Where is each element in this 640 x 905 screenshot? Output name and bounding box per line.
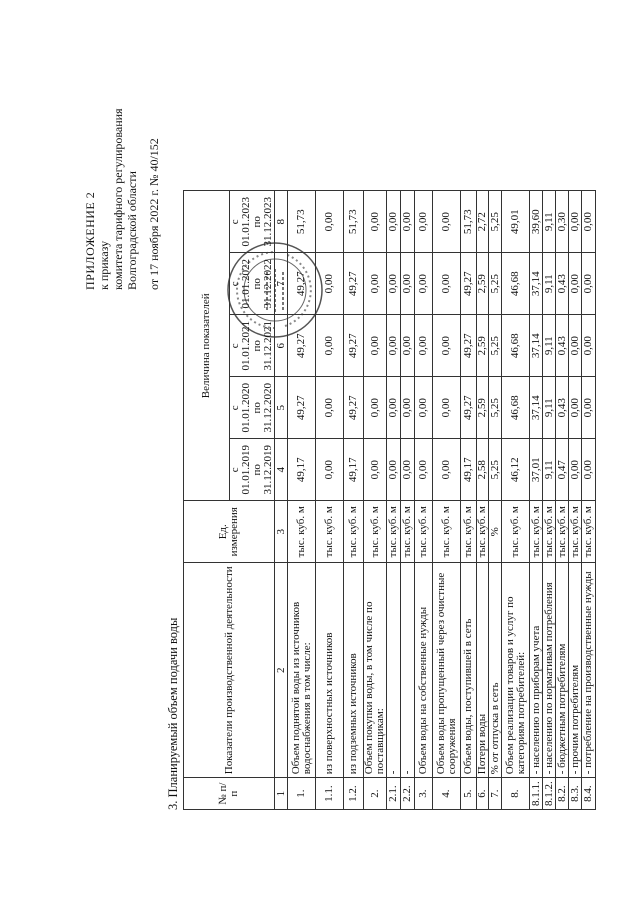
- row-value: 49,27: [344, 253, 364, 315]
- row-value: 0,00: [415, 439, 433, 501]
- row-value: 51,73: [344, 191, 364, 253]
- row-unit: тыс. куб. м: [316, 501, 344, 563]
- row-unit: тыс. куб. м: [569, 501, 582, 563]
- order-ref-line: к приказу: [97, 240, 111, 290]
- row-value: 0,00: [364, 377, 387, 439]
- table-row: [401, 191, 415, 810]
- column-index: 5: [275, 377, 288, 439]
- row-value: 39,60: [530, 191, 543, 253]
- row-number: 1.: [288, 778, 316, 810]
- column-index: 8: [275, 191, 288, 253]
- row-indicator-name: Объем воды, поступившей в сеть: [461, 563, 477, 778]
- row-value: 0,00: [415, 191, 433, 253]
- row-value: 0,00: [364, 253, 387, 315]
- row-value: 0,00: [582, 191, 596, 253]
- row-value: 0,00: [569, 315, 582, 377]
- row-indicator-name: - населению по нормативам потребления: [543, 563, 556, 778]
- row-value: 49,27: [288, 253, 316, 315]
- row-indicator-name: из подземных источников: [344, 563, 364, 778]
- row-value: 0,43: [556, 377, 569, 439]
- row-value: 37,14: [530, 377, 543, 439]
- row-number: 8.3.: [569, 778, 582, 810]
- row-value: 0,00: [401, 253, 415, 315]
- row-value: 0,00: [582, 439, 596, 501]
- row-number: 2.2.: [401, 778, 415, 810]
- row-value: 5,25: [489, 439, 502, 501]
- row-unit: %: [489, 501, 502, 563]
- row-number: 1.1.: [316, 778, 344, 810]
- row-value: 0,00: [316, 253, 344, 315]
- row-value: 0,00: [569, 377, 582, 439]
- column-index: 7: [275, 253, 288, 315]
- row-value: 9,11: [543, 191, 556, 253]
- row-value: 51,73: [461, 191, 477, 253]
- water-supply-table: [183, 190, 596, 810]
- row-number: 4.: [433, 778, 461, 810]
- row-value: 2,59: [477, 377, 489, 439]
- row-value: 0,00: [387, 191, 401, 253]
- row-unit: тыс. куб. м: [433, 501, 461, 563]
- row-value: 0,00: [387, 439, 401, 501]
- table-row: [502, 191, 530, 810]
- row-value: 0,00: [364, 191, 387, 253]
- column-index-row: [275, 191, 288, 810]
- row-value: 0,00: [433, 253, 461, 315]
- row-unit: тыс. куб. м: [401, 501, 415, 563]
- row-value: 0,00: [415, 253, 433, 315]
- row-number: 2.: [364, 778, 387, 810]
- row-number: 1.2.: [344, 778, 364, 810]
- row-value: 49,27: [461, 377, 477, 439]
- row-unit: тыс. куб. м: [502, 501, 530, 563]
- row-value: 0,00: [401, 191, 415, 253]
- row-value: 0,00: [387, 315, 401, 377]
- row-indicator-name: Объем воды пропущенный через очистные сооружения: [433, 563, 461, 778]
- row-unit: тыс. куб. м: [477, 501, 489, 563]
- row-indicator-name: - потребление на производственные нужды: [582, 563, 596, 778]
- row-value: 2,59: [477, 315, 489, 377]
- row-value: 0,00: [433, 377, 461, 439]
- table-row: [433, 191, 461, 810]
- row-value: 0,00: [415, 315, 433, 377]
- row-indicator-name: - бюджетным потребителям: [556, 563, 569, 778]
- table-row: [477, 191, 489, 810]
- column-index: 4: [275, 439, 288, 501]
- row-value: 49,27: [461, 253, 477, 315]
- row-indicator-name: Объем воды на собственные нужды: [415, 563, 433, 778]
- row-indicator-name: Объем поднятой воды из источников водоснабжения в том числе:: [288, 563, 316, 778]
- committee-line: комитета тарифного регулирования: [111, 108, 125, 290]
- row-unit: тыс. куб. м: [344, 501, 364, 563]
- row-indicator-name: Потери воды: [477, 563, 489, 778]
- row-value: 9,11: [543, 439, 556, 501]
- row-value: 5,25: [489, 315, 502, 377]
- col-header-number: № п/п: [184, 778, 275, 810]
- row-value: 49,27: [288, 315, 316, 377]
- row-value: 49,27: [461, 315, 477, 377]
- row-value: 5,25: [489, 253, 502, 315]
- row-indicator-name: -: [387, 563, 401, 778]
- row-value: 49,17: [461, 439, 477, 501]
- column-index: 6: [275, 315, 288, 377]
- row-value: 46,68: [502, 253, 530, 315]
- row-number: 2.1.: [387, 778, 401, 810]
- row-value: 0,00: [364, 315, 387, 377]
- table-row: [461, 191, 477, 810]
- period-header: с 01.01.2019 по 31.12.2019: [230, 439, 275, 501]
- row-value: 49,27: [344, 377, 364, 439]
- row-number: 8.: [502, 778, 530, 810]
- table-row: [582, 191, 596, 810]
- row-value: 0,30: [556, 191, 569, 253]
- row-value: 37,14: [530, 315, 543, 377]
- table-row: [569, 191, 582, 810]
- row-value: 0,00: [433, 191, 461, 253]
- row-number: 3.: [415, 778, 433, 810]
- period-header: с 01.01.2020 по 31.12.2020: [230, 377, 275, 439]
- row-indicator-name: -: [401, 563, 415, 778]
- row-value: 0,00: [316, 191, 344, 253]
- row-indicator-name: - прочим потребителям: [569, 563, 582, 778]
- period-header: с 01.01.2021 по 31.12.2021: [230, 315, 275, 377]
- table-row: [364, 191, 387, 810]
- row-value: 0,00: [569, 439, 582, 501]
- row-value: 0,00: [387, 377, 401, 439]
- row-unit: тыс. куб. м: [543, 501, 556, 563]
- row-value: 2,59: [477, 253, 489, 315]
- region-line: Волгоградской области: [125, 171, 139, 290]
- row-unit: тыс. куб. м: [364, 501, 387, 563]
- row-value: 49,01: [502, 191, 530, 253]
- row-indicator-name: - населению по приборам учета: [530, 563, 543, 778]
- row-unit: тыс. куб. м: [530, 501, 543, 563]
- row-indicator-name: % от отпуска в сеть: [489, 563, 502, 778]
- row-value: 9,11: [543, 315, 556, 377]
- row-value: 9,11: [543, 253, 556, 315]
- row-value: 37,14: [530, 253, 543, 315]
- column-index: 3: [275, 501, 288, 563]
- col-header-values-group: Величина показателей: [184, 191, 230, 501]
- row-value: 0,00: [401, 315, 415, 377]
- row-value: 0,43: [556, 315, 569, 377]
- row-value: 37,01: [530, 439, 543, 501]
- row-value: 0,00: [401, 377, 415, 439]
- row-unit: тыс. куб. м: [461, 501, 477, 563]
- row-value: 49,17: [344, 439, 364, 501]
- period-header: с 01.01.2022 по 31.12.2022: [230, 253, 275, 315]
- row-value: 9,11: [543, 377, 556, 439]
- row-value: 46,68: [502, 315, 530, 377]
- row-value: 0,00: [415, 377, 433, 439]
- table-row: [489, 191, 502, 810]
- row-number: 8.4.: [582, 778, 596, 810]
- row-number: 6.: [477, 778, 489, 810]
- table-row: [415, 191, 433, 810]
- row-value: 0,00: [569, 253, 582, 315]
- row-number: 8.1.1.: [530, 778, 543, 810]
- row-indicator-name: Объем реализации товаров и услуг по категориям потребителей:: [502, 563, 530, 778]
- row-unit: тыс. куб. м: [387, 501, 401, 563]
- row-value: 2,72: [477, 191, 489, 253]
- row-number: 5.: [461, 778, 477, 810]
- row-value: 0,00: [316, 377, 344, 439]
- row-value: 0,00: [387, 253, 401, 315]
- col-header-unit: Ед. измерения: [184, 501, 275, 563]
- row-indicator-name: из поверхностных источников: [316, 563, 344, 778]
- row-indicator-name: Объем покупки воды, в том числе по поставщикам:: [364, 563, 387, 778]
- row-value: 0,00: [433, 315, 461, 377]
- row-value: 5,25: [489, 191, 502, 253]
- row-value: 5,25: [489, 377, 502, 439]
- row-number: 7.: [489, 778, 502, 810]
- row-value: 49,17: [288, 439, 316, 501]
- row-value: 0,00: [364, 439, 387, 501]
- row-value: 51,73: [288, 191, 316, 253]
- row-number: 8.2.: [556, 778, 569, 810]
- order-date-line: от 17 ноября 2022 г. № 40/152: [147, 138, 161, 290]
- row-value: 0,00: [569, 191, 582, 253]
- row-value: 0,00: [582, 315, 596, 377]
- table-row: [387, 191, 401, 810]
- row-value: 46,12: [502, 439, 530, 501]
- section-title: 3. Планируемый объем подачи воды: [166, 617, 180, 810]
- row-value: 0,00: [433, 439, 461, 501]
- row-number: 8.1.2.: [543, 778, 556, 810]
- row-value: 46,68: [502, 377, 530, 439]
- table-row: [316, 191, 344, 810]
- row-unit: тыс. куб. м: [415, 501, 433, 563]
- column-index: 1: [275, 778, 288, 810]
- row-unit: тыс. куб. м: [582, 501, 596, 563]
- row-value: 0,43: [556, 253, 569, 315]
- row-value: 0,00: [401, 439, 415, 501]
- row-value: 49,27: [344, 315, 364, 377]
- row-value: 0,00: [582, 253, 596, 315]
- table-row: [530, 191, 543, 810]
- table-row: [288, 191, 316, 810]
- period-header: с 01.01.2023 по 31.12.2023: [230, 191, 275, 253]
- appendix-label: ПРИЛОЖЕНИЕ 2: [83, 191, 97, 290]
- row-value: 0,47: [556, 439, 569, 501]
- row-value: 0,00: [582, 377, 596, 439]
- row-value: 0,00: [316, 315, 344, 377]
- table-row: [344, 191, 364, 810]
- table-row: [556, 191, 569, 810]
- row-value: 0,00: [316, 439, 344, 501]
- table-row: [543, 191, 556, 810]
- row-unit: тыс. куб. м: [288, 501, 316, 563]
- column-index: 2: [275, 563, 288, 778]
- row-value: 49,27: [288, 377, 316, 439]
- col-header-indicator: Показатели производственной деятельности: [184, 563, 275, 778]
- row-value: 2,58: [477, 439, 489, 501]
- row-unit: тыс. куб. м: [556, 501, 569, 563]
